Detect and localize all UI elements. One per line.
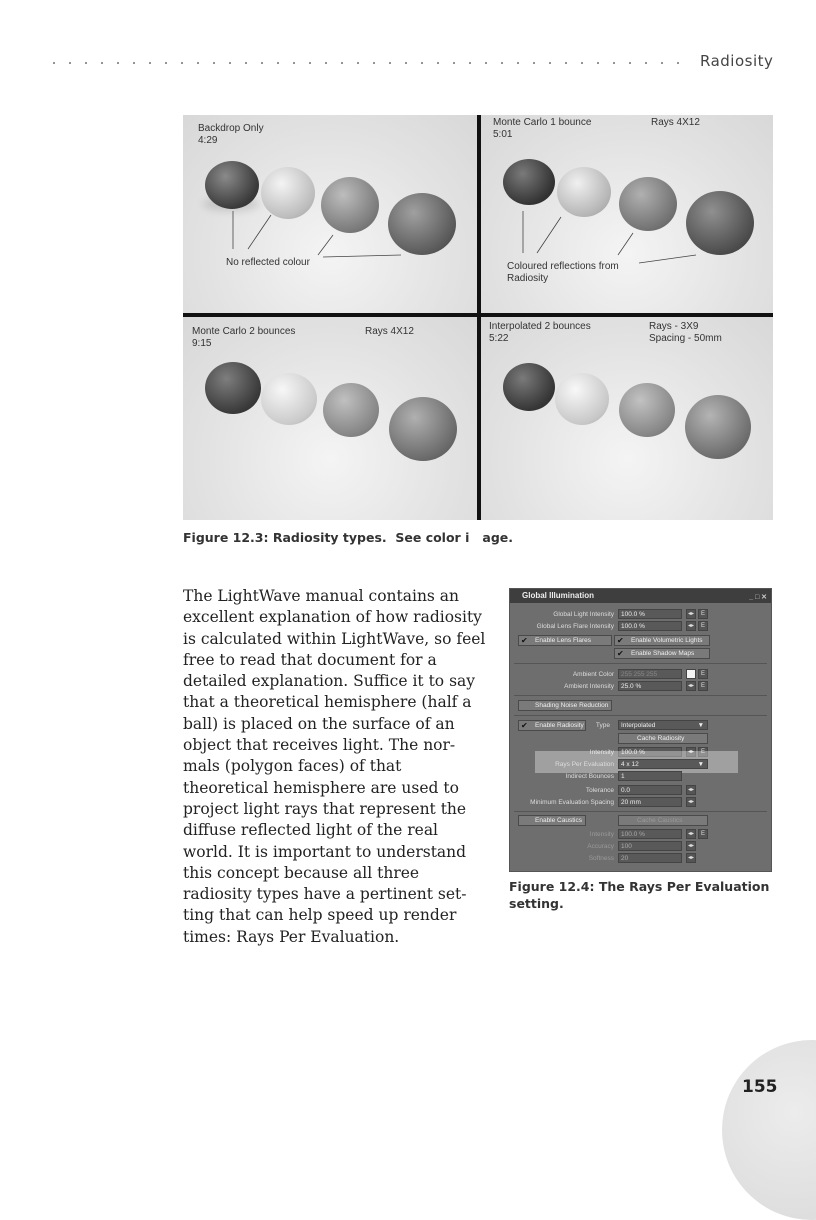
text-line: this concept because all three (183, 863, 420, 882)
field-label: Minimum Evaluation Spacing (530, 799, 614, 806)
panel-rays-label: Rays 4X12 (365, 326, 414, 337)
ambient-color-field[interactable]: 255 255 255 (618, 669, 682, 679)
annotation-lines (183, 115, 477, 313)
envelope-button[interactable]: E (698, 829, 708, 839)
section-divider (514, 811, 767, 812)
body-paragraph (183, 586, 503, 948)
field-label: Global Light Intensity (553, 611, 614, 618)
text-line: world. It is important to understand (183, 842, 467, 861)
section-divider (514, 663, 767, 664)
indirect-bounces-row (514, 771, 769, 782)
cache-radiosity-checkbox[interactable] (618, 733, 708, 744)
envelope-button[interactable]: E (698, 681, 708, 691)
color-swatch[interactable] (686, 669, 696, 679)
checkbox-label: Enable Lens Flares (535, 637, 592, 644)
envelope-button[interactable]: E (698, 621, 708, 631)
checkbox-label: Enable Volumetric Lights (631, 637, 703, 644)
checkmark-icon: ✔ (521, 721, 528, 730)
panel-annotation: Coloured reflections from Radiosity (507, 261, 619, 284)
panel-interpolated (481, 317, 773, 520)
envelope-button[interactable]: E (698, 609, 708, 619)
softness-row (514, 853, 769, 864)
panel-label: Backdrop Only 4:29 (198, 123, 264, 146)
text-line: free to read that document for a (183, 650, 437, 669)
slider-arrows-icon[interactable]: ◂▸ (687, 683, 695, 689)
enable-radiosity-checkbox[interactable] (518, 720, 586, 731)
tolerance-field[interactable]: 0.0 (618, 785, 682, 795)
rays-per-evaluation-dropdown[interactable] (618, 759, 708, 769)
sphere-mid (619, 383, 675, 437)
panel-backdrop-only (183, 115, 477, 313)
sphere-light (555, 373, 609, 425)
ambient-intensity-field[interactable]: 25.0 % (618, 681, 682, 691)
global-illumination-window (509, 588, 772, 872)
field-label: Tolerance (585, 787, 614, 794)
enable-volumetric-lights-checkbox[interactable] (614, 635, 710, 646)
field-label: Ambient Intensity (564, 683, 614, 690)
caustics-intensity-row (514, 829, 769, 840)
checkbox-label: Enable Radiosity (535, 722, 584, 729)
panel-annotation: No reflected colour (226, 257, 310, 268)
indirect-bounces-field[interactable]: 1 (618, 771, 682, 781)
running-header-title: Radiosity (700, 52, 774, 70)
rays-per-evaluation-row (514, 759, 769, 770)
checkbox-label: Cache Radiosity (637, 735, 685, 742)
accuracy-row (514, 841, 769, 852)
cache-caustics-checkbox[interactable] (618, 815, 708, 826)
figure-caption: Figure 12.4: The Rays Per Evaluation setting. (509, 879, 770, 911)
text-line: object that receives light. The nor- (183, 736, 456, 755)
field-label: Intensity (589, 749, 614, 756)
panel-label: Monte Carlo 1 bounce 5:01 (493, 117, 592, 140)
sphere-light (261, 373, 317, 425)
ambient-color-row (514, 669, 769, 680)
slider-arrows-icon[interactable]: ◂▸ (687, 623, 695, 629)
text-line: theoretical hemisphere are used to (183, 778, 459, 797)
checkbox-label: Shading Noise Reduction (535, 702, 609, 709)
dropdown-value: Interpolated (621, 722, 656, 729)
sphere-dark (503, 363, 555, 411)
chevron-down-icon: ▼ (697, 761, 704, 768)
window-titlebar (510, 589, 771, 603)
slider-arrows-icon[interactable]: ◂▸ (687, 749, 695, 755)
field-label: Global Lens Flare Intensity (536, 623, 614, 630)
envelope-button[interactable]: E (698, 747, 708, 757)
checkbox-label: Enable Shadow Maps (631, 650, 695, 657)
text-line: mals (polygon faces) of that (183, 757, 402, 776)
page-number: 155 (742, 1077, 778, 1097)
panel-rays-label: Rays - 3X9 Spacing - 50mm (649, 321, 722, 344)
sphere-mid (323, 383, 379, 437)
panel-divider-vertical (477, 115, 481, 520)
panel-monte-carlo-1 (481, 115, 773, 313)
window-controls[interactable]: _ □ ✕ (749, 594, 767, 601)
ambient-intensity-row (514, 681, 769, 692)
text-line: is calculated within LightWave, so feel (183, 629, 486, 648)
shading-noise-reduction-checkbox[interactable] (518, 700, 612, 711)
figure-radiosity-types (183, 115, 773, 520)
text-line: times: Rays Per Evaluation. (183, 927, 400, 946)
tolerance-row (514, 785, 769, 796)
global-light-intensity-field[interactable]: 100.0 % (618, 609, 682, 619)
section-divider (514, 715, 767, 716)
header-dot-leader (46, 56, 686, 70)
type-label-row (590, 720, 610, 731)
page-corner-tab (722, 1040, 816, 1220)
slider-arrows-icon[interactable]: ◂▸ (687, 611, 695, 617)
envelope-button[interactable]: E (698, 669, 708, 679)
intensity-field[interactable]: 100.0 % (618, 747, 682, 757)
enable-shadow-maps-checkbox[interactable] (614, 648, 710, 659)
enable-caustics-checkbox[interactable] (518, 815, 586, 826)
text-line: diffuse reflected light of the real (183, 821, 439, 840)
checkbox-label: Cache Caustics (637, 817, 683, 824)
chevron-down-icon: ▼ (697, 722, 704, 729)
checkmark-icon: ✔ (617, 649, 624, 658)
text-line: that a theoretical hemisphere (half a (183, 693, 472, 712)
slider-arrows-icon[interactable]: ◂▸ (687, 843, 695, 849)
field-label: Rays Per Evaluation (555, 761, 614, 768)
panel-divider-horizontal (183, 313, 773, 317)
accuracy-field[interactable]: 100 (618, 841, 682, 851)
panel-label: Monte Carlo 2 bounces 9:15 (192, 326, 296, 349)
text-line: ting that can help speed up render (183, 906, 457, 925)
slider-arrows-icon[interactable]: ◂▸ (687, 787, 695, 793)
figure-caption: Figure 12.3: Radiosity types. See color i age. (183, 530, 514, 545)
sphere-large (389, 397, 457, 461)
min-eval-spacing-field[interactable]: 20 mm (618, 797, 682, 807)
panel-label: Interpolated 2 bounces 5:22 (489, 321, 591, 344)
caustics-intensity-field[interactable]: 100.0 % (618, 829, 682, 839)
panel-rays-label: Rays 4X12 (651, 117, 700, 128)
text-line: ball) is placed on the surface of an (183, 714, 455, 733)
field-label: Type (595, 722, 610, 729)
sphere-large (685, 395, 751, 459)
global-light-intensity-row (514, 609, 769, 620)
slider-arrows-icon[interactable]: ◂▸ (687, 831, 695, 837)
dropdown-value: 4 x 12 (621, 761, 639, 768)
checkmark-icon: ✔ (521, 636, 528, 645)
checkmark-icon: ✔ (617, 636, 624, 645)
text-line: radiosity types have a pertinent set- (183, 885, 467, 904)
window-title: Global Illumination (522, 591, 594, 600)
field-label: Intensity (589, 831, 614, 838)
text-line: The LightWave manual contains an (183, 587, 460, 605)
enable-lens-flares-checkbox[interactable] (518, 635, 612, 646)
text-line: detailed explanation. Suffice it to say (183, 672, 476, 691)
checkbox-label: Enable Caustics (535, 817, 582, 824)
radiosity-type-dropdown[interactable] (618, 720, 708, 730)
field-label: Ambient Color (572, 671, 614, 678)
slider-arrows-icon[interactable]: ◂▸ (687, 799, 695, 805)
field-label: Accuracy (587, 843, 614, 850)
slider-arrows-icon[interactable]: ◂▸ (687, 855, 695, 861)
section-divider (514, 695, 767, 696)
field-label: Softness (588, 855, 614, 862)
global-lens-flare-field[interactable]: 100.0 % (618, 621, 682, 631)
global-lens-flare-row (514, 621, 769, 632)
text-line: project light rays that represent the (183, 799, 467, 818)
field-label: Indirect Bounces (565, 773, 614, 780)
panel-monte-carlo-2 (183, 317, 477, 520)
sphere-dark (205, 362, 261, 414)
min-eval-spacing-row (514, 797, 769, 808)
text-line: excellent explanation of how radiosity (183, 608, 482, 627)
softness-field[interactable]: 20 (618, 853, 682, 863)
